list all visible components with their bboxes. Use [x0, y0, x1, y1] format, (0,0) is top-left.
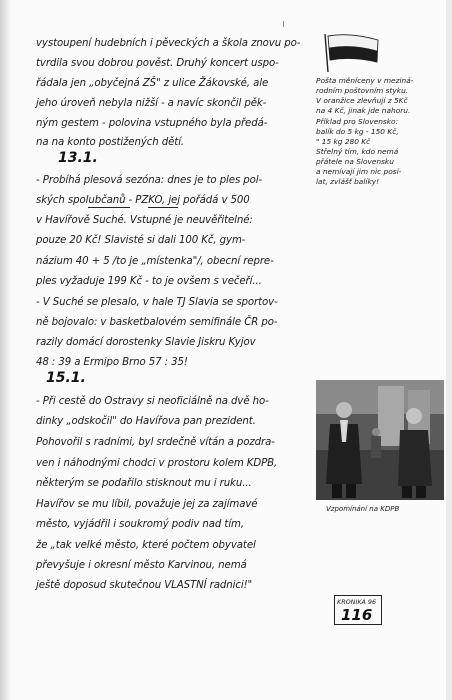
text-line: ně bojovalo: v basketbalovém semifinále ČR po-: [36, 317, 278, 328]
side-note-line: lat, zvlášť balíky!: [316, 177, 380, 186]
text-line: převyšuje i okresní město Karvinou, nemá: [36, 560, 247, 571]
page-number-box: [334, 595, 382, 625]
text-line: ples vyžaduje 199 Kč - to je ovšem s večeří...: [36, 276, 262, 287]
side-note-line: balík do 5 kg - 150 Kč,: [316, 127, 399, 136]
text-line: řádala jen „obyčejná ZŠ" z ulice Žákovské, ale: [36, 78, 269, 89]
text-line: razily domácí dorostenky Slavie Jiskru Kyjov: [36, 337, 256, 348]
text-line: Havířov se mu líbil, považuje jej za zajímavé: [36, 499, 258, 510]
page-fold-shadow: [446, 0, 452, 700]
side-note-line: a nemívají jim nic posí-: [316, 167, 402, 176]
text-line: pouze 20 Kč! Slavisté si dali 100 Kč, gym-: [36, 235, 246, 246]
photo-caption: Vzpomínání na KDPB: [326, 505, 400, 513]
text-line: na na konto postižených dětí.: [36, 137, 185, 148]
text-line: že „tak velké město, které počtem obyvatel: [36, 540, 256, 551]
text-line: - Při cestě do Ostravy si neoficiálně na dvě ho-: [36, 396, 269, 407]
date-heading: 15.1.: [46, 370, 86, 386]
text-line: ských spolubčanů - PZKO, jej pořádá v 500: [36, 195, 250, 206]
text-line: město, vyjádřil i soukromý podiv nad tím,: [36, 519, 245, 530]
text-line: názium 40 + 5 /to je „místenka"/, obecní repre-: [36, 256, 274, 267]
page-number: 116: [341, 606, 373, 624]
text-line: ven i náhodnými chodci v prostoru kolem KDPB,: [36, 458, 278, 469]
text-line: jeho úroveň nebyla nižší - a navíc skončil pěk-: [36, 98, 267, 109]
text-line: tvrdila svou dobrou pověst. Druhý koncert uspo-: [36, 58, 279, 69]
side-note-line: rodním poštovním styku.: [316, 86, 409, 95]
text-line: ještě doposud skutečnou VLASTNÍ radnici!": [36, 580, 253, 591]
text-line: ným gestem - polovina vstupného byla předá-: [36, 118, 268, 129]
slovak-flag-drawing: [322, 32, 380, 72]
text-line: v Havířově Suché. Vstupné je neuvěřitelné:: [36, 215, 253, 226]
side-note-line: Příklad pro Slovensko:: [316, 117, 399, 126]
side-note-line: přátele na Slovensku: [316, 157, 394, 166]
side-note-line: Střelný tím, kdo nemá: [316, 147, 399, 156]
text-line: - Probíhá plesová sezóna: dnes je to ples pol-: [36, 175, 263, 186]
date-heading: 13.1.: [58, 150, 98, 166]
text-line: některým se podařilo stisknout mu i ruku...: [36, 478, 252, 489]
text-line: vystoupení hudebních i pěveckých a škola znovu po-: [36, 38, 301, 49]
text-line: 48 : 39 a Ermipo Brno 57 : 35!: [36, 357, 188, 368]
side-note-line: " 15 kg 280 Kč: [316, 137, 371, 146]
president-photo: [316, 380, 444, 500]
side-note-line: na 4 Kč, jinak jde nahoru.: [316, 106, 411, 115]
text-line: Pohovořil s radními, byl srdečně vítán a pozdra-: [36, 437, 275, 448]
side-note-line: V oranžice zlevňují z 5Kč: [316, 96, 408, 105]
text-line: dinky „odskočil" do Havířova pan prezident.: [36, 416, 256, 427]
underline: [88, 207, 130, 208]
side-note-line: Pošta měníceny v meziná-: [316, 76, 414, 85]
underline: [148, 207, 178, 208]
chronicle-label: KRONIKA 96: [337, 598, 377, 606]
text-line: - V Suché se plesalo, v hale TJ Slavia se sportov-: [36, 297, 278, 308]
page-mark: [283, 21, 284, 27]
